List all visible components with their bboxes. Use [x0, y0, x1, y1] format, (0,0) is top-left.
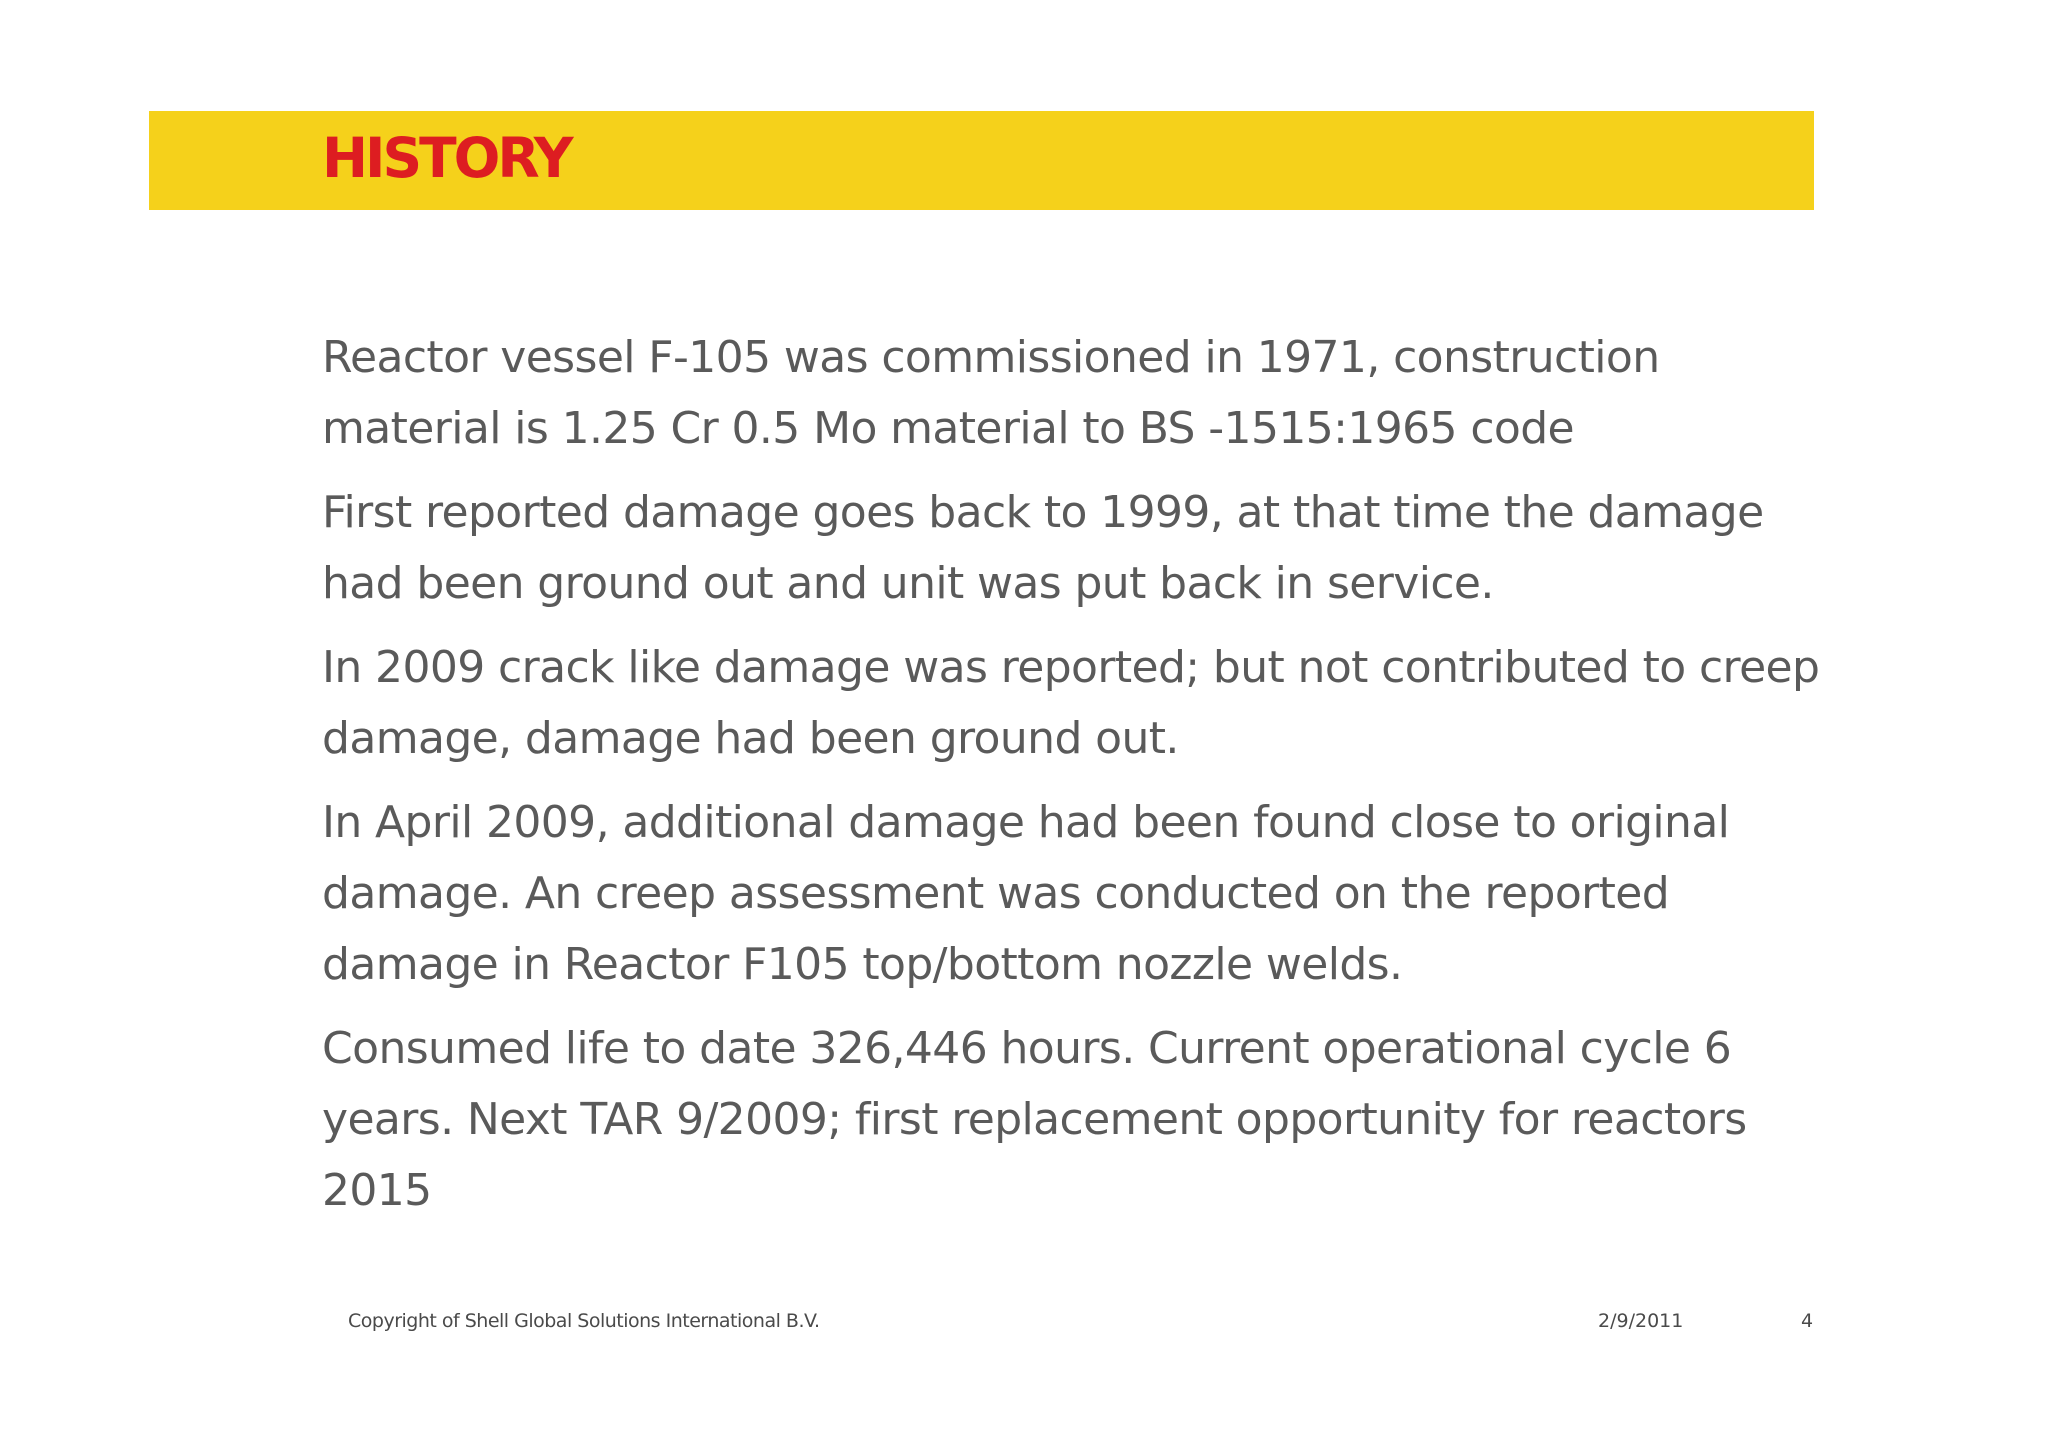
- slide-title: HISTORY: [322, 126, 571, 190]
- paragraph-first-damage: First reported damage goes back to 1999, at that time the damage had been ground out and unit was put back in service.: [322, 487, 1764, 609]
- slide-body: [322, 322, 1822, 1239]
- title-bar: [149, 111, 1814, 210]
- paragraph-consumed-life: Consumed life to date 326,446 hours. Current operational cycle 6 years. Next TAR 9/2009; first replacement opportunity for reactors 2015: [322, 1023, 1747, 1216]
- paragraph-additional-damage: In April 2009, additional damage had been found close to original damage. An creep assessment was conducted on the reported damage in Reactor F105 top/bottom nozzle welds.: [322, 797, 1730, 990]
- footer-date: 2/9/2011: [1598, 1310, 1684, 1332]
- footer-copyright: Copyright of Shell Global Solutions International B.V.: [348, 1310, 820, 1332]
- page-number: 4: [1801, 1310, 1814, 1332]
- paragraph-commissioning: Reactor vessel F-105 was commissioned in 1971, construction material is 1.25 Cr 0.5 Mo material to BS -1515:1965 code: [322, 332, 1660, 454]
- paragraph-crack-damage: In 2009 crack like damage was reported; but not contributed to creep damage, damage had been ground out.: [322, 642, 1820, 764]
